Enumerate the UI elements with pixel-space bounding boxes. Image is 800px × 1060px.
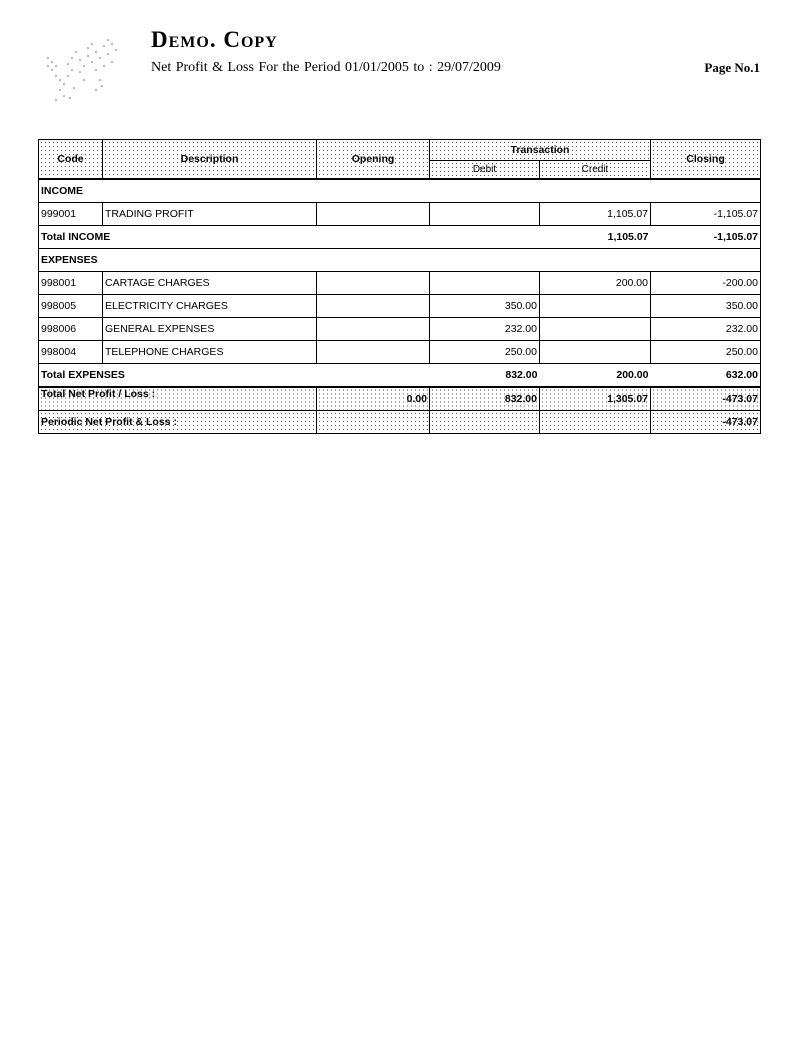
cell-credit: [540, 341, 651, 364]
total-debit: 832.00: [430, 364, 540, 388]
cell-code: 998006: [39, 318, 103, 341]
total-closing: -1,105.07: [651, 226, 761, 249]
section-title: EXPENSES: [39, 249, 761, 272]
table-header-row: [39, 140, 761, 161]
company-name: Demo. Copy: [151, 27, 278, 52]
column-header-debit: Debit: [430, 161, 540, 180]
table-row: [39, 203, 761, 226]
cell-debit: 250.00: [430, 341, 540, 364]
summary-row-net: [39, 387, 761, 411]
logo-icon: [44, 36, 120, 104]
cell-description: CARTAGE CHARGES: [103, 272, 317, 295]
cell-debit: [430, 272, 540, 295]
cell-debit: 350.00: [430, 295, 540, 318]
section-heading-expenses: [39, 249, 761, 272]
cell-code: 998001: [39, 272, 103, 295]
cell-credit: 200.00: [540, 272, 651, 295]
total-row-expenses: [39, 364, 761, 388]
section-title: INCOME: [39, 179, 761, 203]
column-header-opening: Opening: [317, 140, 430, 180]
summary-closing: -473.07: [651, 411, 761, 434]
page-number: Page No.1: [704, 60, 760, 75]
cell-closing: 232.00: [651, 318, 761, 341]
column-header-credit: Credit: [540, 161, 651, 180]
cell-description: TRADING PROFIT: [103, 203, 317, 226]
cell-credit: 1,105.07: [540, 203, 651, 226]
column-header-closing: Closing: [651, 140, 761, 180]
summary-label: Periodic Net Profit & Loss :: [39, 411, 317, 434]
total-label: Total EXPENSES: [39, 364, 317, 388]
cell-closing: 250.00: [651, 341, 761, 364]
summary-label: Total Net Profit / Loss :: [39, 387, 317, 411]
cell-description: TELEPHONE CHARGES: [103, 341, 317, 364]
column-header-code: Code: [39, 140, 103, 180]
cell-code: 998004: [39, 341, 103, 364]
cell-code: 999001: [39, 203, 103, 226]
total-row-income: [39, 226, 761, 249]
summary-debit: 832.00: [430, 387, 540, 411]
cell-debit: [430, 203, 540, 226]
table-row: [39, 318, 761, 341]
table-row: [39, 295, 761, 318]
report-title: Net Profit & Loss For the Period 01/01/2005 to : 29/07/2009: [151, 60, 501, 75]
cell-opening: [317, 341, 430, 364]
summary-closing: -473.07: [651, 387, 761, 411]
cell-debit: 232.00: [430, 318, 540, 341]
total-credit: 1,105.07: [540, 226, 651, 249]
column-header-description: Description: [103, 140, 317, 180]
cell-opening: [317, 318, 430, 341]
cell-closing: -200.00: [651, 272, 761, 295]
cell-credit: [540, 318, 651, 341]
cell-closing: -1,105.07: [651, 203, 761, 226]
total-label: Total INCOME: [39, 226, 317, 249]
cell-description: GENERAL EXPENSES: [103, 318, 317, 341]
profit-loss-table: [38, 139, 761, 434]
cell-opening: [317, 272, 430, 295]
summary-opening: 0.00: [317, 387, 430, 411]
section-heading-income: [39, 179, 761, 203]
table-row: [39, 272, 761, 295]
summary-credit: 1,305.07: [540, 387, 651, 411]
cell-code: 998005: [39, 295, 103, 318]
cell-description: ELECTRICITY CHARGES: [103, 295, 317, 318]
cell-opening: [317, 295, 430, 318]
total-debit: [430, 226, 540, 249]
table-row: [39, 341, 761, 364]
summary-row-periodic: [39, 411, 761, 434]
total-credit: 200.00: [540, 364, 651, 388]
cell-opening: [317, 203, 430, 226]
cell-credit: [540, 295, 651, 318]
cell-closing: 350.00: [651, 295, 761, 318]
column-header-transaction: Transaction: [430, 140, 651, 161]
total-closing: 632.00: [651, 364, 761, 388]
